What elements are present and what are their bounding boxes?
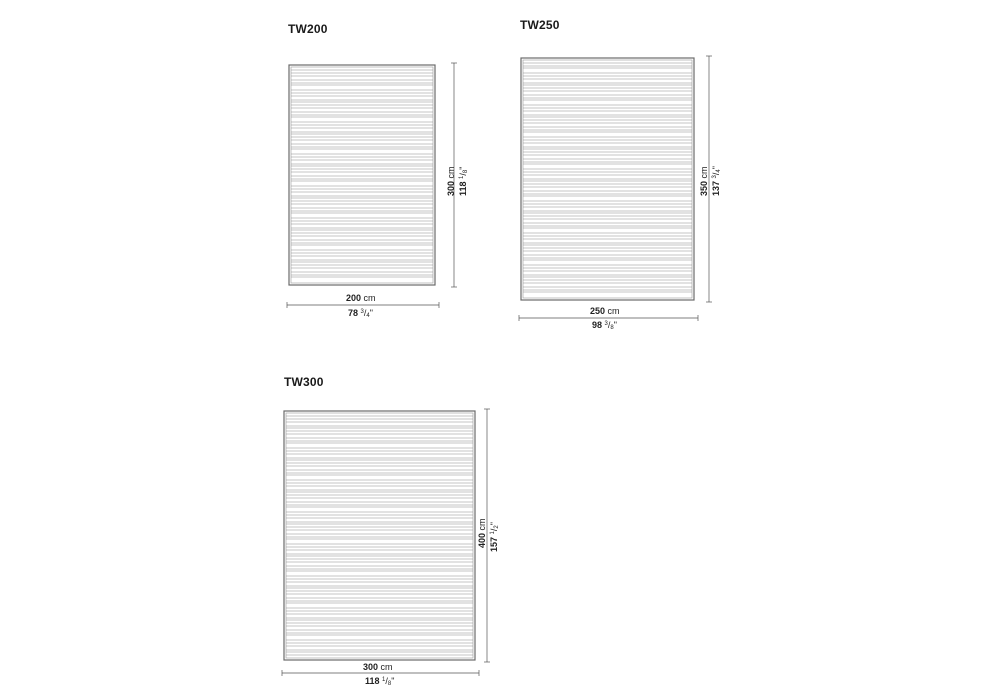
height-in-frac-num: 1: [459, 175, 465, 179]
width-cm-value: 300: [363, 662, 379, 672]
rug-outline-tw300: [284, 411, 475, 660]
height-cm-tw200: [446, 166, 456, 196]
height-in-frac-den: 4: [716, 169, 722, 173]
height-in-unit: ": [489, 522, 499, 526]
height-cm-unit: cm: [699, 166, 709, 179]
width-cm-tw200: [346, 293, 376, 303]
height-in-frac-num: 3: [712, 175, 718, 179]
width-cm-unit: cm: [380, 662, 393, 672]
width-cm-tw250: [590, 306, 620, 316]
height-in-frac-den: 8: [463, 169, 469, 174]
height-in-tw250: 137 $^3$/4": [711, 166, 722, 196]
rug-outline-tw200: [289, 65, 435, 285]
width-in-unit: ": [613, 320, 617, 330]
width-in-whole: 98: [592, 320, 603, 330]
width-in-unit: ": [391, 676, 395, 686]
height-cm-value: 350: [699, 180, 709, 196]
height-cm-tw300: [477, 518, 487, 548]
model-title-tw200: TW200: [288, 22, 328, 36]
height-in-tw300: 157 $^1$/2": [489, 522, 500, 552]
width-in-frac-den: 4: [366, 313, 370, 319]
width-in-frac-num: 1: [382, 677, 386, 683]
width-in-unit: ": [369, 308, 373, 318]
model-title-tw250: TW250: [520, 18, 560, 32]
height-in-frac-num: 1: [490, 531, 496, 535]
rug-inner-border-tw300: [286, 413, 473, 658]
width-in-tw250: 98 $^3$/8": [592, 320, 617, 331]
height-in-frac-den: 2: [494, 525, 500, 529]
width-cm-unit: cm: [363, 293, 376, 303]
height-in-tw200: 118 $^1$/8": [458, 166, 469, 196]
width-in-frac-den: 8: [387, 681, 392, 687]
width-in-whole: 118: [365, 676, 380, 686]
height-cm-value: 400: [477, 532, 487, 548]
width-cm-value: 200: [346, 293, 362, 303]
width-in-frac-num: 3: [604, 321, 608, 327]
height-cm-tw250: [699, 166, 709, 196]
height-cm-unit: cm: [446, 166, 456, 179]
width-cm-value: 250: [590, 306, 606, 316]
height-cm-unit: cm: [477, 518, 487, 531]
height-in-unit: ": [711, 166, 721, 170]
width-in-tw300: 118 $^1$/8": [365, 676, 395, 687]
width-in-whole: 78: [348, 308, 359, 318]
height-in-whole: 157: [489, 536, 499, 552]
height-in-unit: ": [458, 166, 468, 170]
width-in-tw200: 78 $^3$/4": [348, 308, 373, 319]
rug-inner-border-tw200: [291, 67, 433, 283]
height-in-whole: 137: [711, 180, 721, 196]
width-cm-unit: cm: [607, 306, 620, 316]
width-in-frac-den: 8: [610, 325, 614, 331]
width-in-frac-num: 3: [360, 309, 364, 315]
width-cm-tw300: [363, 662, 393, 672]
height-cm-value: 300: [446, 180, 456, 196]
height-in-whole: 118: [458, 181, 468, 196]
model-title-tw300: TW300: [284, 375, 324, 389]
